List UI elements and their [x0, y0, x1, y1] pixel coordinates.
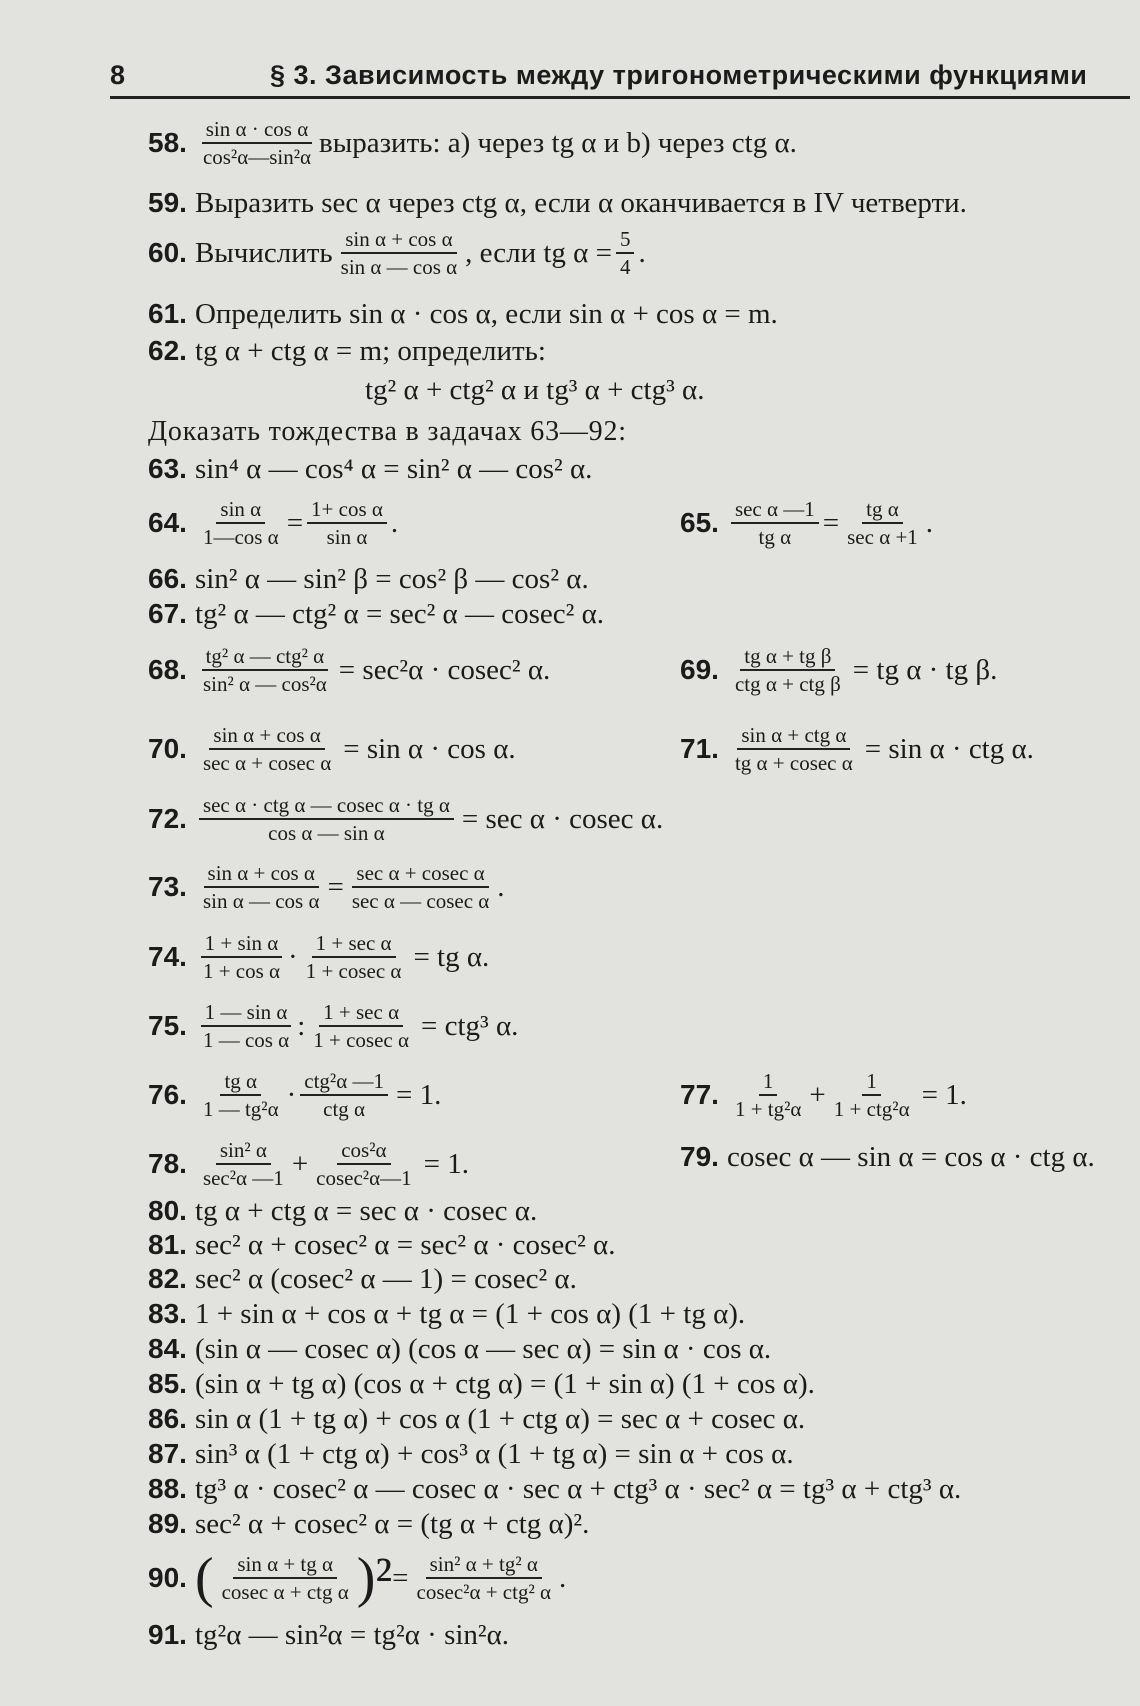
fraction [731, 643, 845, 697]
problem-text: sec² α + cosec² α = (tg α + ctg α)². [194, 1508, 590, 1540]
problem-number: 58. [148, 127, 187, 158]
problem-text: sin α (1 + tg α) + cos α (1 + ctg α) = sec α + cosec α. [194, 1403, 806, 1435]
problem-71 [680, 722, 1034, 776]
fraction [731, 1068, 805, 1122]
problem-68 [148, 643, 550, 697]
fraction [731, 722, 857, 776]
problem-text: sin³ α (1 + ctg α) + cos³ α (1 + tg α) = sin α + cos α. [194, 1438, 794, 1470]
denominator: tg α + cosec α [734, 751, 853, 775]
denominator: 1 + cosec α [313, 1028, 409, 1052]
period: . [925, 507, 934, 539]
numerator: cos²α [337, 1137, 390, 1165]
instruction-text: Доказать тождества в задачах 63—92: [148, 416, 627, 447]
problem-text: sec² α + cosec² α = sec² α · cosec² α. [194, 1229, 616, 1261]
denominator: 1 + cosec α [305, 959, 402, 983]
fraction [337, 226, 462, 280]
problem-number: 81. [148, 1229, 187, 1260]
problem-text: (sin α + tg α) (cos α + ctg α) = (1 + sin α) (1 + cos α). [194, 1368, 815, 1400]
numerator: tg α + tg β [740, 643, 835, 671]
problem-70 [148, 722, 516, 776]
problem-number: 61. [148, 298, 187, 329]
problem-number: 63. [148, 453, 187, 484]
denominator: sin α — cos α [340, 255, 458, 279]
numerator: sin α · cos α [202, 116, 313, 144]
denominator: cosec²α—1 [316, 1166, 412, 1190]
denominator: sin α — cos α [202, 889, 320, 913]
fraction [199, 860, 324, 914]
problem-61 [148, 297, 778, 331]
problem-91 [148, 1618, 509, 1652]
problem-number: 82. [148, 1263, 187, 1294]
denominator: 1 — cos α [202, 1028, 290, 1052]
problem-88 [148, 1472, 961, 1506]
operator: · [288, 941, 298, 973]
problem-number: 88. [148, 1473, 187, 1504]
right-hand-side: = 1. [423, 1148, 469, 1180]
problem-83 [148, 1297, 745, 1331]
denominator: sec α + cosec α [202, 751, 332, 775]
problem-number: 71. [680, 733, 719, 764]
problem-number: 69. [680, 654, 719, 685]
numerator: 1 [759, 1068, 778, 1096]
denominator: 1 — tg²α [202, 1097, 279, 1121]
numerator: sin² α + tg² α [426, 1551, 542, 1579]
denominator: cosec²α + ctg² α [416, 1580, 552, 1604]
problem-number: 74. [148, 941, 187, 972]
problem-number: 85. [148, 1368, 187, 1399]
problem-60 [148, 226, 646, 280]
denominator: sec α — cosec α [351, 889, 490, 913]
problem-62 [148, 334, 546, 368]
numerator: 1+ cos α [307, 496, 387, 524]
problem-text: Вычислить [194, 237, 333, 269]
problem-number: 86. [148, 1403, 187, 1434]
right-hand-side: = 1. [395, 1079, 442, 1111]
numerator: 1 + sec α [319, 999, 403, 1027]
problem-text: tg³ α · cosec² α — cosec α · sec α + ctg³ α · sec² α = tg³ α + ctg³ α. [194, 1473, 962, 1505]
fraction [199, 999, 293, 1053]
denominator: 1 + tg²α [734, 1097, 802, 1121]
problem-number: 75. [148, 1010, 187, 1041]
fraction [218, 1551, 353, 1605]
denominator: tg α [758, 525, 792, 549]
problem-text: tg α + ctg α = m; определить: [194, 335, 546, 367]
numerator: ctg²α —1 [300, 1068, 388, 1096]
numerator: sin α + cos α [341, 226, 456, 254]
problem-86 [148, 1402, 805, 1436]
fraction [199, 792, 454, 846]
numerator: sin α [216, 496, 265, 524]
fraction [309, 999, 413, 1053]
problem-80 [148, 1194, 537, 1228]
problem-number: 77. [680, 1079, 719, 1110]
problem-text: sec² α (cosec² α — 1) = cosec² α. [194, 1263, 577, 1295]
fraction [199, 643, 331, 697]
fraction [830, 1068, 914, 1122]
problem-90 [148, 1547, 567, 1609]
numerator: sin α + cos α [204, 860, 319, 888]
problem-82 [148, 1262, 577, 1296]
section-title: § 3. Зависимость между тригонометрическими функциями [270, 60, 1088, 90]
denominator: cos²α—sin²α [202, 145, 312, 169]
fraction [199, 496, 283, 550]
operator: + [809, 1079, 826, 1111]
numerator: tg α [862, 496, 903, 524]
problem-text: , если tg α = [465, 237, 612, 269]
problem-79 [680, 1140, 1095, 1174]
equals-sign: = [822, 507, 840, 539]
numerator: sec α · ctg α — cosec α · tg α [199, 792, 454, 820]
numerator: sin² α [216, 1137, 271, 1165]
denominator: sec α +1 [847, 525, 918, 549]
numerator: sin α + tg α [233, 1551, 337, 1579]
problem-67 [148, 597, 604, 631]
operator: : [297, 1010, 306, 1042]
problem-text: Определить sin α · cos α, если sin α + cos α = m. [194, 298, 778, 330]
problem-text: tg α + ctg α = sec α · cosec α. [194, 1195, 538, 1227]
equals-sign: = [392, 1562, 409, 1594]
problem-64 [148, 496, 398, 550]
problem-number: 64. [148, 507, 187, 538]
problem-number: 72. [148, 803, 187, 834]
denominator: ctg α + ctg β [734, 672, 841, 696]
right-hand-side: = sin α · cos α. [343, 733, 516, 765]
fraction [731, 496, 819, 550]
problem-text: tg²α — sin²α = tg²α · sin²α. [194, 1619, 510, 1651]
denominator: 1 + cos α [202, 959, 281, 983]
problem-text: tg² α — ctg² α = sec² α — cosec² α. [194, 598, 605, 630]
problem-87 [148, 1437, 794, 1471]
fraction [312, 1137, 415, 1191]
problem-number: 76. [148, 1079, 187, 1110]
problem-number: 84. [148, 1333, 187, 1364]
period: . [638, 237, 646, 269]
fraction [616, 226, 635, 280]
right-paren-squared: )² [356, 1547, 393, 1609]
problem-58 [148, 116, 797, 170]
problem-number: 90. [148, 1562, 187, 1593]
fraction [843, 496, 922, 550]
fraction [199, 116, 315, 170]
fraction [413, 1551, 555, 1605]
right-hand-side: = ctg³ α. [420, 1010, 519, 1042]
right-hand-side: = 1. [921, 1079, 967, 1111]
denominator: 1 + ctg²α [833, 1097, 910, 1121]
left-paren: ( [194, 1547, 214, 1609]
problem-78 [148, 1137, 469, 1191]
problem-number: 66. [148, 563, 187, 594]
right-hand-side: = sec²α · cosec² α. [338, 654, 551, 686]
problem-77 [680, 1068, 967, 1122]
denominator: ctg α [323, 1097, 366, 1121]
problem-text: 1 + sin α + cos α + tg α = (1 + cos α) (1 + tg α). [194, 1298, 746, 1330]
problem-number: 73. [148, 871, 187, 902]
problem-number: 62. [148, 335, 187, 366]
problem-text: (sin α — cosec α) (cos α — sec α) = sin α · cos α. [194, 1333, 772, 1365]
denominator: sec²α —1 [202, 1166, 284, 1190]
numerator: sec α + cosec α [352, 860, 488, 888]
denominator: cosec α + ctg α [221, 1580, 349, 1604]
fraction [199, 1068, 283, 1122]
problem-73 [148, 860, 505, 914]
problem-number: 67. [148, 598, 187, 629]
problem-59 [148, 186, 967, 220]
problem-69 [680, 643, 997, 697]
problem-63 [148, 452, 592, 486]
problem-text: Выразить sec α через ctg α, если α оканчивается в IV четверти. [194, 187, 967, 219]
page-header [110, 56, 1130, 99]
problem-81 [148, 1228, 615, 1262]
fraction [348, 860, 493, 914]
fraction [199, 930, 284, 984]
problem-number: 59. [148, 187, 187, 218]
fraction [302, 930, 406, 984]
problem-number: 65. [680, 507, 719, 538]
period: . [390, 507, 399, 539]
numerator: tg² α — ctg² α [202, 643, 329, 671]
denominator: sin² α — cos²α [202, 672, 327, 696]
problem-text: выразить: a) через tg α и b) через ctg α. [319, 127, 797, 159]
problem-74 [148, 930, 489, 984]
problem-65 [680, 496, 933, 550]
numerator: tg α [220, 1068, 261, 1096]
right-hand-side: = sec α · cosec α. [461, 803, 664, 835]
denominator: 4 [619, 255, 631, 279]
problem-number: 78. [148, 1148, 187, 1179]
right-hand-side: = tg α · tg β. [852, 654, 998, 686]
problem-number: 80. [148, 1195, 187, 1226]
problem-62-line2: tg² α + ctg² α и tg³ α + ctg³ α. [365, 374, 705, 406]
equals-sign: = [286, 507, 304, 539]
problem-text: sin⁴ α — cos⁴ α = sin² α — cos² α. [194, 453, 593, 485]
right-hand-side: = sin α · ctg α. [864, 733, 1034, 765]
numerator: 1 [862, 1068, 881, 1096]
numerator: 5 [616, 226, 635, 254]
problem-75 [148, 999, 518, 1053]
fraction [307, 496, 387, 550]
period: . [559, 1562, 567, 1594]
denominator: 1—cos α [202, 525, 279, 549]
numerator: 1 — sin α [201, 999, 292, 1027]
problem-number: 87. [148, 1438, 187, 1469]
problem-number: 91. [148, 1619, 187, 1650]
fraction [199, 1137, 288, 1191]
problem-text: cosec α — sin α = cos α · ctg α. [726, 1141, 1095, 1173]
equals-sign: = [327, 871, 344, 903]
numerator: 1 + sin α [201, 930, 283, 958]
problem-text: sin² α — sin² β = cos² β — cos² α. [194, 563, 589, 595]
right-hand-side: = tg α. [413, 941, 490, 973]
denominator: cos α — sin α [268, 821, 385, 845]
problem-number: 68. [148, 654, 187, 685]
problem-89 [148, 1507, 589, 1541]
problem-number: 79. [680, 1141, 719, 1172]
fraction [199, 722, 335, 776]
problem-72 [148, 792, 663, 846]
problem-number: 83. [148, 1298, 187, 1329]
operator: + [291, 1148, 309, 1180]
numerator: sin α + cos α [209, 722, 324, 750]
denominator: sin α [326, 525, 368, 549]
problem-76 [148, 1068, 441, 1122]
fraction [300, 1068, 388, 1122]
problem-number: 89. [148, 1508, 187, 1539]
numerator: sec α —1 [731, 496, 819, 524]
problem-66 [148, 562, 589, 596]
numerator: 1 + sec α [312, 930, 396, 958]
problem-85 [148, 1367, 815, 1401]
page-number: 8 [110, 60, 126, 90]
problem-84 [148, 1332, 771, 1366]
operator: · [286, 1079, 297, 1111]
numerator: sin α + ctg α [737, 722, 850, 750]
period: . [497, 871, 505, 903]
problem-number: 70. [148, 733, 187, 764]
problem-number: 60. [148, 237, 187, 268]
